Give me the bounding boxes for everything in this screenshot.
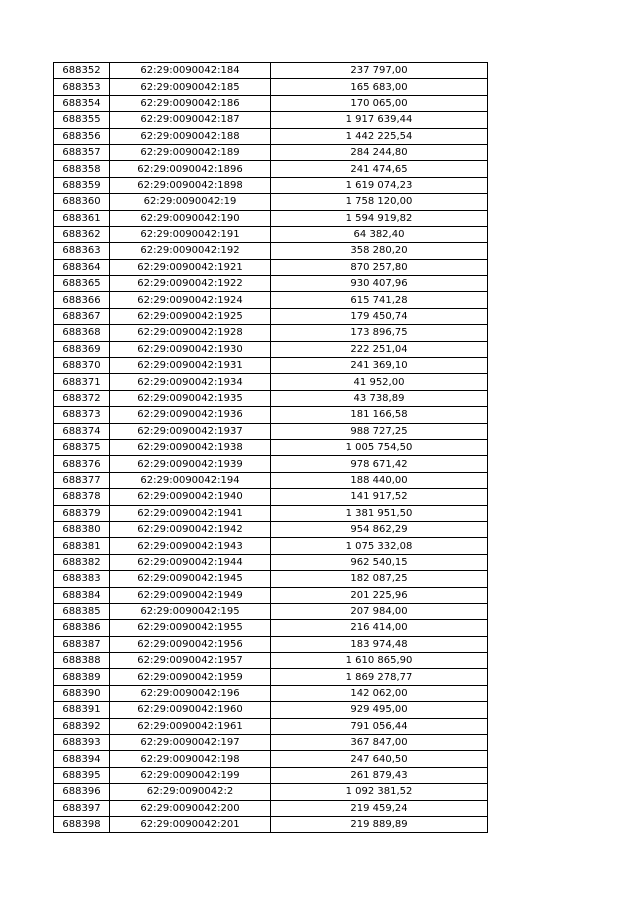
row-number-cell: 688362 bbox=[54, 226, 110, 242]
value-cell: 358 280,20 bbox=[271, 243, 488, 259]
row-number-cell: 688357 bbox=[54, 144, 110, 160]
row-number-cell: 688392 bbox=[54, 718, 110, 734]
table-row bbox=[54, 735, 488, 751]
row-number-cell: 688371 bbox=[54, 374, 110, 390]
cadastral-number-cell: 62:29:0090042:1942 bbox=[110, 521, 271, 537]
table-row bbox=[54, 571, 488, 587]
value-cell: 367 847,00 bbox=[271, 735, 488, 751]
cadastral-number-cell: 62:29:0090042:1960 bbox=[110, 702, 271, 718]
table-row bbox=[54, 669, 488, 685]
value-cell: 179 450,74 bbox=[271, 308, 488, 324]
table-row bbox=[54, 161, 488, 177]
cadastral-number-cell: 62:29:0090042:1936 bbox=[110, 407, 271, 423]
value-cell: 207 984,00 bbox=[271, 603, 488, 619]
row-number-cell: 688385 bbox=[54, 603, 110, 619]
table-row bbox=[54, 456, 488, 472]
cadastral-number-cell: 62:29:0090042:1957 bbox=[110, 653, 271, 669]
value-cell: 615 741,28 bbox=[271, 292, 488, 308]
table-row bbox=[54, 63, 488, 79]
value-cell: 41 952,00 bbox=[271, 374, 488, 390]
table-row bbox=[54, 259, 488, 275]
value-cell: 43 738,89 bbox=[271, 390, 488, 406]
cadastral-number-cell: 62:29:0090042:1959 bbox=[110, 669, 271, 685]
cadastral-number-cell: 62:29:0090042:186 bbox=[110, 95, 271, 111]
cadastral-number-cell: 62:29:0090042:200 bbox=[110, 800, 271, 816]
table-row bbox=[54, 128, 488, 144]
value-cell: 1 075 332,08 bbox=[271, 538, 488, 554]
cadastral-number-cell: 62:29:0090042:1925 bbox=[110, 308, 271, 324]
table-row bbox=[54, 767, 488, 783]
cadastral-number-cell: 62:29:0090042:1938 bbox=[110, 439, 271, 455]
cadastral-number-cell: 62:29:0090042:187 bbox=[110, 112, 271, 128]
table-row bbox=[54, 587, 488, 603]
cadastral-number-cell: 62:29:0090042:1945 bbox=[110, 571, 271, 587]
cadastral-number-cell: 62:29:0090042:189 bbox=[110, 144, 271, 160]
cadastral-number-cell: 62:29:0090042:199 bbox=[110, 767, 271, 783]
cadastral-number-cell: 62:29:0090042:188 bbox=[110, 128, 271, 144]
cadastral-number-cell: 62:29:0090042:1896 bbox=[110, 161, 271, 177]
table-row bbox=[54, 243, 488, 259]
row-number-cell: 688367 bbox=[54, 308, 110, 324]
cadastral-number-cell: 62:29:0090042:184 bbox=[110, 63, 271, 79]
table-row bbox=[54, 210, 488, 226]
value-cell: 962 540,15 bbox=[271, 554, 488, 570]
value-cell: 988 727,25 bbox=[271, 423, 488, 439]
table-row bbox=[54, 472, 488, 488]
cadastral-number-cell: 62:29:0090042:1935 bbox=[110, 390, 271, 406]
value-cell: 237 797,00 bbox=[271, 63, 488, 79]
row-number-cell: 688360 bbox=[54, 194, 110, 210]
value-cell: 241 369,10 bbox=[271, 358, 488, 374]
value-cell: 165 683,00 bbox=[271, 79, 488, 95]
row-number-cell: 688398 bbox=[54, 816, 110, 832]
row-number-cell: 688375 bbox=[54, 439, 110, 455]
cadastral-number-cell: 62:29:0090042:201 bbox=[110, 816, 271, 832]
table-row bbox=[54, 407, 488, 423]
row-number-cell: 688364 bbox=[54, 259, 110, 275]
value-cell: 141 917,52 bbox=[271, 489, 488, 505]
value-cell: 954 862,29 bbox=[271, 521, 488, 537]
cadastral-number-cell: 62:29:0090042:1928 bbox=[110, 325, 271, 341]
row-number-cell: 688393 bbox=[54, 735, 110, 751]
value-cell: 791 056,44 bbox=[271, 718, 488, 734]
value-cell: 930 407,96 bbox=[271, 276, 488, 292]
value-cell: 64 382,40 bbox=[271, 226, 488, 242]
table-row bbox=[54, 816, 488, 832]
value-cell: 183 974,48 bbox=[271, 636, 488, 652]
cadastral-number-cell: 62:29:0090042:194 bbox=[110, 472, 271, 488]
cadastral-number-cell: 62:29:0090042:192 bbox=[110, 243, 271, 259]
cadastral-number-cell: 62:29:0090042:190 bbox=[110, 210, 271, 226]
table-row bbox=[54, 325, 488, 341]
cadastral-number-cell: 62:29:0090042:185 bbox=[110, 79, 271, 95]
value-cell: 216 414,00 bbox=[271, 620, 488, 636]
table-row bbox=[54, 653, 488, 669]
row-number-cell: 688391 bbox=[54, 702, 110, 718]
row-number-cell: 688356 bbox=[54, 128, 110, 144]
value-cell: 182 087,25 bbox=[271, 571, 488, 587]
table-row bbox=[54, 620, 488, 636]
table-body bbox=[54, 63, 488, 833]
row-number-cell: 688396 bbox=[54, 784, 110, 800]
value-cell: 870 257,80 bbox=[271, 259, 488, 275]
cadastral-number-cell: 62:29:0090042:198 bbox=[110, 751, 271, 767]
cadastral-number-cell: 62:29:0090042:1944 bbox=[110, 554, 271, 570]
row-number-cell: 688395 bbox=[54, 767, 110, 783]
value-cell: 219 889,89 bbox=[271, 816, 488, 832]
cadastral-number-cell: 62:29:0090042:1940 bbox=[110, 489, 271, 505]
row-number-cell: 688370 bbox=[54, 358, 110, 374]
table-row bbox=[54, 521, 488, 537]
row-number-cell: 688377 bbox=[54, 472, 110, 488]
row-number-cell: 688365 bbox=[54, 276, 110, 292]
table-row bbox=[54, 554, 488, 570]
row-number-cell: 688390 bbox=[54, 685, 110, 701]
cadastral-number-cell: 62:29:0090042:1956 bbox=[110, 636, 271, 652]
table-row bbox=[54, 423, 488, 439]
value-cell: 1 610 865,90 bbox=[271, 653, 488, 669]
value-cell: 1 619 074,23 bbox=[271, 177, 488, 193]
value-cell: 978 671,42 bbox=[271, 456, 488, 472]
table-row bbox=[54, 784, 488, 800]
cadastral-number-cell: 62:29:0090042:1949 bbox=[110, 587, 271, 603]
row-number-cell: 688358 bbox=[54, 161, 110, 177]
value-cell: 284 244,80 bbox=[271, 144, 488, 160]
cadastral-number-cell: 62:29:0090042:1961 bbox=[110, 718, 271, 734]
row-number-cell: 688389 bbox=[54, 669, 110, 685]
row-number-cell: 688397 bbox=[54, 800, 110, 816]
cadastral-number-cell: 62:29:0090042:2 bbox=[110, 784, 271, 800]
row-number-cell: 688384 bbox=[54, 587, 110, 603]
value-cell: 1 869 278,77 bbox=[271, 669, 488, 685]
table-row bbox=[54, 276, 488, 292]
row-number-cell: 688386 bbox=[54, 620, 110, 636]
table-row bbox=[54, 226, 488, 242]
value-cell: 142 062,00 bbox=[271, 685, 488, 701]
value-cell: 219 459,24 bbox=[271, 800, 488, 816]
table-row bbox=[54, 112, 488, 128]
row-number-cell: 688355 bbox=[54, 112, 110, 128]
cadastral-number-cell: 62:29:0090042:1939 bbox=[110, 456, 271, 472]
value-cell: 241 474,65 bbox=[271, 161, 488, 177]
row-number-cell: 688368 bbox=[54, 325, 110, 341]
row-number-cell: 688373 bbox=[54, 407, 110, 423]
cadastral-number-cell: 62:29:0090042:191 bbox=[110, 226, 271, 242]
table-row bbox=[54, 390, 488, 406]
row-number-cell: 688359 bbox=[54, 177, 110, 193]
table-row bbox=[54, 439, 488, 455]
table-row bbox=[54, 800, 488, 816]
value-cell: 188 440,00 bbox=[271, 472, 488, 488]
cadastral-number-cell: 62:29:0090042:1921 bbox=[110, 259, 271, 275]
value-cell: 247 640,50 bbox=[271, 751, 488, 767]
row-number-cell: 688363 bbox=[54, 243, 110, 259]
row-number-cell: 688378 bbox=[54, 489, 110, 505]
cadastral-number-cell: 62:29:0090042:1934 bbox=[110, 374, 271, 390]
row-number-cell: 688376 bbox=[54, 456, 110, 472]
value-cell: 1 381 951,50 bbox=[271, 505, 488, 521]
value-cell: 929 495,00 bbox=[271, 702, 488, 718]
table-row bbox=[54, 685, 488, 701]
row-number-cell: 688379 bbox=[54, 505, 110, 521]
row-number-cell: 688361 bbox=[54, 210, 110, 226]
value-cell: 1 092 381,52 bbox=[271, 784, 488, 800]
row-number-cell: 688354 bbox=[54, 95, 110, 111]
value-cell: 1 917 639,44 bbox=[271, 112, 488, 128]
table-row bbox=[54, 95, 488, 111]
value-cell: 1 442 225,54 bbox=[271, 128, 488, 144]
cadastral-number-cell: 62:29:0090042:1930 bbox=[110, 341, 271, 357]
row-number-cell: 688374 bbox=[54, 423, 110, 439]
table-row bbox=[54, 194, 488, 210]
cadastral-number-cell: 62:29:0090042:1941 bbox=[110, 505, 271, 521]
row-number-cell: 688372 bbox=[54, 390, 110, 406]
value-cell: 1 758 120,00 bbox=[271, 194, 488, 210]
row-number-cell: 688353 bbox=[54, 79, 110, 95]
cadastral-number-cell: 62:29:0090042:1931 bbox=[110, 358, 271, 374]
row-number-cell: 688352 bbox=[54, 63, 110, 79]
table-row bbox=[54, 308, 488, 324]
cadastral-number-cell: 62:29:0090042:195 bbox=[110, 603, 271, 619]
row-number-cell: 688388 bbox=[54, 653, 110, 669]
cadastral-number-cell: 62:29:0090042:1955 bbox=[110, 620, 271, 636]
cadastral-number-cell: 62:29:0090042:19 bbox=[110, 194, 271, 210]
table-row bbox=[54, 374, 488, 390]
cadastral-number-cell: 62:29:0090042:197 bbox=[110, 735, 271, 751]
value-cell: 170 065,00 bbox=[271, 95, 488, 111]
row-number-cell: 688383 bbox=[54, 571, 110, 587]
cadastral-number-cell: 62:29:0090042:1943 bbox=[110, 538, 271, 554]
row-number-cell: 688366 bbox=[54, 292, 110, 308]
row-number-cell: 688394 bbox=[54, 751, 110, 767]
row-number-cell: 688369 bbox=[54, 341, 110, 357]
value-cell: 181 166,58 bbox=[271, 407, 488, 423]
row-number-cell: 688387 bbox=[54, 636, 110, 652]
table-row bbox=[54, 177, 488, 193]
value-cell: 1 594 919,82 bbox=[271, 210, 488, 226]
value-cell: 261 879,43 bbox=[271, 767, 488, 783]
table-row bbox=[54, 751, 488, 767]
table-row bbox=[54, 636, 488, 652]
cadastral-number-cell: 62:29:0090042:1922 bbox=[110, 276, 271, 292]
cadastral-number-cell: 62:29:0090042:196 bbox=[110, 685, 271, 701]
cadastral-value-table bbox=[53, 62, 488, 833]
cadastral-number-cell: 62:29:0090042:1924 bbox=[110, 292, 271, 308]
cadastral-number-cell: 62:29:0090042:1898 bbox=[110, 177, 271, 193]
table-row bbox=[54, 702, 488, 718]
row-number-cell: 688381 bbox=[54, 538, 110, 554]
value-cell: 1 005 754,50 bbox=[271, 439, 488, 455]
table-row bbox=[54, 538, 488, 554]
table-row bbox=[54, 144, 488, 160]
table-row bbox=[54, 79, 488, 95]
table-row bbox=[54, 505, 488, 521]
value-cell: 173 896,75 bbox=[271, 325, 488, 341]
cadastral-number-cell: 62:29:0090042:1937 bbox=[110, 423, 271, 439]
table-row bbox=[54, 292, 488, 308]
row-number-cell: 688382 bbox=[54, 554, 110, 570]
table-row bbox=[54, 358, 488, 374]
table-row bbox=[54, 718, 488, 734]
table-row bbox=[54, 489, 488, 505]
row-number-cell: 688380 bbox=[54, 521, 110, 537]
value-cell: 222 251,04 bbox=[271, 341, 488, 357]
table-row bbox=[54, 603, 488, 619]
table-row bbox=[54, 341, 488, 357]
value-cell: 201 225,96 bbox=[271, 587, 488, 603]
